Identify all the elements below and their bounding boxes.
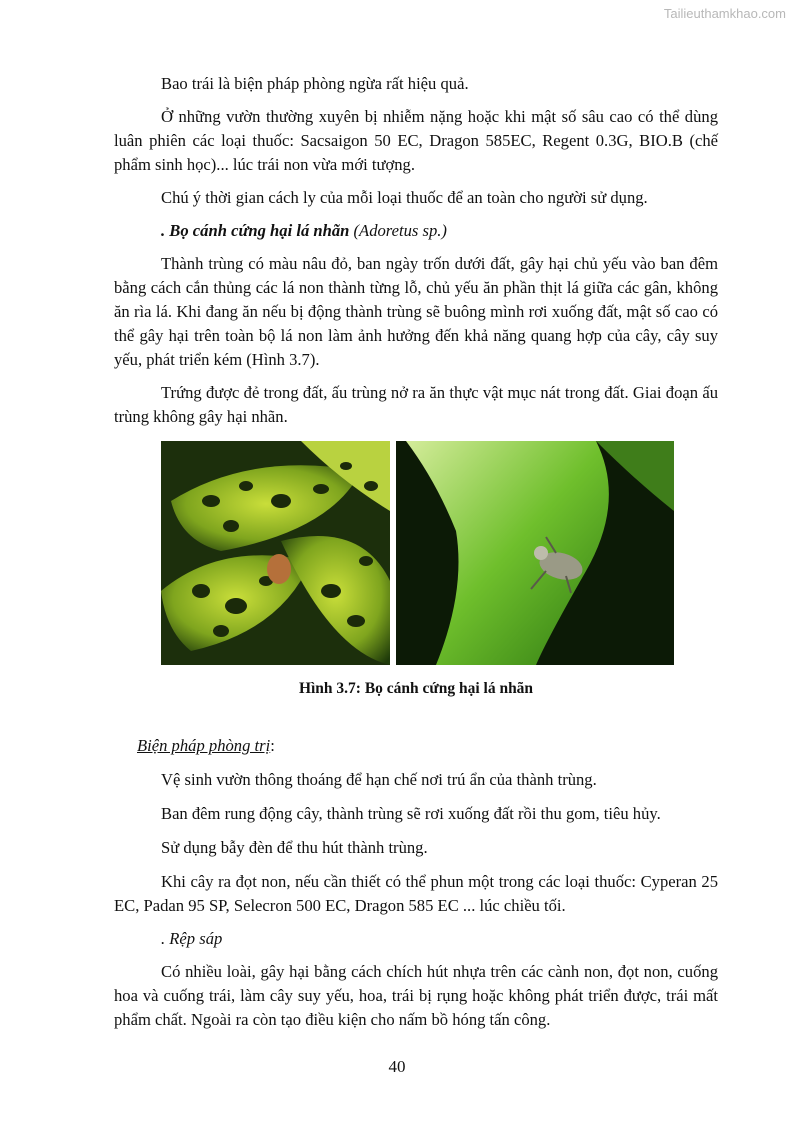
figure-caption: Hình 3.7: Bọ cánh cứng hại lá nhãn bbox=[298, 680, 534, 697]
page-content bbox=[114, 72, 718, 1032]
heading-beetle-title: . Bọ cánh cứng hại lá nhãn bbox=[161, 221, 354, 240]
paragraph-pesticides: Ở những vườn thường xuyên bị nhiễm nặng hoặc khi mật số sâu cao có thể dùng luân phiên các loại thuốc: Sacsaigon 50 EC, Dragon 585EC, Regent 0.3G, BIO.B (chế phẩm sinh học)... lúc trái non vừa mới tượng. bbox=[114, 107, 718, 174]
paragraph-sanitation: Vệ sinh vườn thông thoáng để hạn chế nơi trú ẩn của thành trùng. bbox=[161, 770, 597, 789]
control-heading-text: Biện pháp phòng trị bbox=[137, 736, 271, 755]
paragraph-shaking: Ban đêm rung động cây, thành trùng sẽ rơi xuống đất rồi thu gom, tiêu hủy. bbox=[161, 804, 661, 823]
section-heading-mealybug: . Rệp sáp bbox=[161, 929, 223, 948]
paragraph-adult-description: Thành trùng có màu nâu đỏ, ban ngày trốn dưới đất, gây hại chủ yếu vào ban đêm bằng cách cắn thủng các lá non thành từng lỗ, chủ yếu ăn phần thịt lá giữa các gân, không ăn rìa lá. Khi đang ăn nếu bị động thành trùng sẽ buông mình rơi xuống đất, mật số cao có thể gây hại trên toàn bộ lá non làm ảnh hưởng đến khả năng quang hợp của cây, cây suy yếu, phát triển kém (Hình 3.7). bbox=[114, 254, 718, 369]
watermark: Tailieuthamkhao.com bbox=[663, 6, 786, 21]
photo-damaged-leaves bbox=[161, 441, 390, 665]
paragraph-larva-description: Trứng được đẻ trong đất, ấu trùng nở ra ăn thực vật mục nát trong đất. Giai đoạn ấu trùng không gây hại nhãn. bbox=[114, 383, 718, 426]
section-heading-beetle bbox=[114, 219, 718, 243]
section-heading-control: Biện pháp phòng trị: bbox=[137, 736, 275, 755]
paragraph-safety-note: Chú ý thời gian cách ly của mỗi loại thuốc để an toàn cho người sử dụng. bbox=[161, 188, 648, 207]
paragraph-mealybug: Có nhiều loài, gây hại bằng cách chích hút nhựa trên các cành non, đọt non, cuống hoa và cuống trái, làm cây suy yếu, hoa, trái bị rụng hoặc không phát triển được, trái mất phẩm chất. Ngoài ra còn tạo điều kiện cho nấm bồ hóng tấn công. bbox=[114, 962, 718, 1029]
figure-3-7 bbox=[114, 441, 718, 665]
paragraph-bagging: Bao trái là biện pháp phòng ngừa rất hiệu quả. bbox=[161, 74, 469, 93]
paragraph-light-trap: Sử dụng bẫy đèn để thu hút thành trùng. bbox=[161, 838, 428, 857]
photo-beetle-on-leaf bbox=[396, 441, 674, 665]
page-number: 40 bbox=[388, 1057, 406, 1076]
paragraph-spraying: Khi cây ra đọt non, nếu cần thiết có thể phun một trong các loại thuốc: Cyperan 25 EC, Padan 95 SP, Selecron 500 EC, Dragon 585 EC ... lúc chiều tối. bbox=[114, 872, 718, 915]
heading-beetle-scientific: (Adoretus sp.) bbox=[353, 221, 447, 240]
